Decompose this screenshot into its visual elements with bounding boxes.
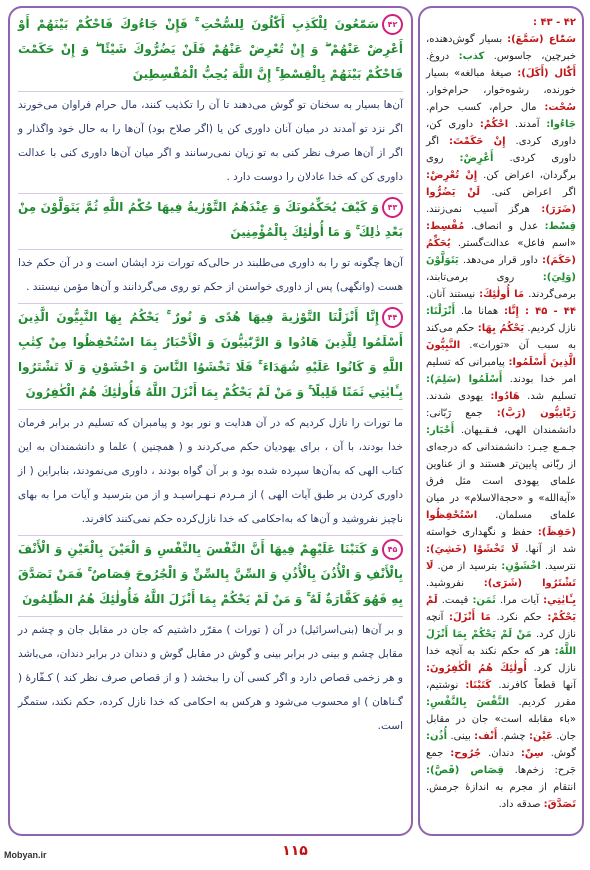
verse-divider: [18, 613, 403, 617]
glossary-definition: داور قرار می‌دهد.: [462, 255, 542, 266]
glossary-entry: [496, 595, 576, 606]
glossary-definition: دروغ.: [426, 51, 459, 62]
glossary-definition: جـمـع حِبـر: دانشمندانی که درجه‌ای از ربّانی پایین‌تر هستند و از عناوین علمای یهودی است مثل فرق «آیةالله» و «حجةالاسلام» در میان علمای مسلمان.: [426, 442, 576, 521]
page-number: ۱۱۵: [282, 843, 308, 859]
verse-translation: آن‌ها بسیار به سخنان تو گوش می‌دهند تا آن را تکذیب کنند، مال حرام فراوان می‌خورند اگر نزد تو آمدند در میان آنان داوری کن یا (اگر صلاح بود) آن‌ها را به حال خود واگذار و اگر از آن‌ها صرف نظر کنی به تو زیان نمی‌رسانند و اگر میان آن‌ها داوری کنی با عدالت داوری کن که خدا عادلان را دوست دارد .: [18, 99, 403, 183]
glossary-definition: مال حرام، کسب حرام.: [426, 102, 545, 113]
glossary-term: أَنْزَلْنَا:: [426, 306, 455, 317]
glossary-term: النَّبِيُّونَ الَّذِينَ أَسْلَمُوا:: [426, 340, 576, 368]
glossary-header: ۴۲ - ۴۳ :: [532, 17, 576, 28]
glossary-definition: جمع جَرح: زخم‌ها.: [426, 748, 576, 776]
verse-number-badge: ۴۳: [382, 197, 403, 218]
glossary-definition: گوش.: [550, 748, 577, 759]
glossary-term: أَكّٰال (أَكَلَ):: [517, 68, 576, 79]
glossary-definition: قیمت.: [441, 595, 473, 606]
glossary-definition: دندان.: [488, 748, 521, 759]
glossary-definition: آیات مرا.: [500, 595, 544, 606]
glossary-definition: تسلیم شد.: [527, 391, 576, 402]
glossary-term: قِصَاص (قَصَّ):: [426, 765, 504, 776]
glossary-term: لَا تَشْتَرُوا (شَرَى):: [426, 561, 576, 589]
glossary-term: سُحْت:: [544, 102, 576, 113]
verse-translation: ما تورات را نازل کردیم که در آن هدایت و نور بود و پیامبران که تسلیم در برابر فرمان خدا بودند، با آن ، برای یهودیان حکم می‌کردند و ( همچنین ) علما و دانشمندان به این کتاب الهی که به‌آن‌ها سپرده شده بود و بر آن گواه بودند ، داوری می‌نمودند، بنابراین ( از داوری کردن بر طبق آیات الهی ) از مـردم نـهـراسیـد و از من بترسید و آیات مرا به بهای ناچیز نفروشید و آن‌ها که به‌احکامی که خدا نازل‌کرده حکم نمی‌کنند کافرند.: [18, 417, 403, 525]
glossary-term: مُقْسِط:: [426, 221, 465, 232]
glossary-definition: نیستند آنان.: [426, 289, 480, 300]
verse-block: [10, 305, 411, 536]
glossary-term: أَعْرِضْ:: [459, 153, 494, 164]
glossary-term: رَبَّانِيُّون (رَبَّ):: [496, 408, 576, 419]
glossary-term: احْكُمْ:: [479, 119, 509, 130]
glossary-definition: «باء مقابله است» جان در مقابل جان.: [426, 714, 577, 742]
verse-number-badge: ۴۲: [382, 14, 403, 35]
glossary-panel: [418, 6, 584, 836]
glossary-definition: اگر اعراض کنی.: [491, 187, 576, 198]
glossary-definition: یهودی شدند.: [426, 391, 491, 402]
glossary-entry: [438, 595, 496, 606]
verse-list: [10, 8, 411, 738]
glossary-term: إِنْ حَكَمْتَ:: [449, 136, 506, 147]
glossary-term: لَمْ يَحْكُمْ:: [426, 595, 577, 623]
glossary-term: إِنْ تُعْرِضْ:: [426, 170, 478, 181]
glossary-definition: نوشتیم، مقرر کردیم.: [426, 680, 576, 708]
glossary-definition: هر که حکم نکند به آنچه خدا نازل کرد.: [426, 646, 576, 674]
glossary-term: عَيْن:: [528, 731, 553, 742]
glossary-definition: صیغهٔ مبالغه» بسیار خورنده، رشوه‌خوار، حرام‌خوار.: [426, 68, 576, 96]
verse-block: [10, 8, 411, 194]
glossary-term: تَصَدَّقَ:: [543, 799, 576, 810]
glossary-term: مَنْ لَمْ يَحْكُمْ بِمَا أَنْزَلَ اللَّهُ:: [426, 629, 576, 657]
glossary-term: سِنّ:: [520, 748, 544, 759]
verse-translation: آن‌ها چگونه تو را به داوری می‌طلبند در حالی‌که تورات نزد ایشان است و در آن حکم خدا هست (وانگهی) پس از داوری خواستن از حکم تو روی می‌گردانند و آن‌ها مؤمن نیستند .: [18, 257, 403, 293]
glossary-definition: حفظ و نگهداری خواسته شد از آنها.: [426, 527, 576, 555]
glossary-term: بِـَٔايٰتِي:: [543, 595, 577, 606]
glossary-term: يُحَكِّمُ (حَكَمَ):: [426, 238, 576, 266]
glossary-entry: [433, 561, 540, 572]
glossary-term: أُذُن:: [426, 731, 448, 742]
verse-divider: [18, 532, 403, 536]
glossary-definition: حکم نکرد.: [496, 612, 548, 623]
glossary-definition: صدقه داد.: [498, 799, 544, 810]
glossary-definition: عدل و انصاف.: [470, 221, 545, 232]
glossary-entry: [426, 51, 484, 62]
glossary-definition: انتقام از مجرم به اندازهٔ جرمش.: [426, 782, 576, 793]
verse-arabic-text: إِنَّا أَنْزَلْنَا التَّوْرٰيةَ فِيهَا هُدًى وَ نُورٌ ۚ يَحْكُمُ بِهَا النَّبِيُّونَ الَّذِينَ أَسْلَمُوا لِلَّذِينَ هَادُوا وَ الرَّبّٰنِيُّونَ وَ الْأَحْبَارُ بِمَا اسْتُحْفِظُوا مِنْ كِتٰبِ اللَّهِ وَ كَانُوا عَلَيْهِ شُهَدَاءَ ۚ فَلَا تَخْشَوُا النَّاسَ وَ اخْشَوْنِ وَ لَا تَشْتَرُوا بِـَٔايٰتِي ثَمَنًا قَلِيلًا ۚ وَ مَنْ لَمْ يَحْكُمْ بِمَا أَنْزَلَ اللَّهُ فَأُولٰئِكَ هُمُ الْكٰفِرُونَ: [18, 310, 403, 399]
verse-arabic-text: سَمّٰعُونَ لِلْكَذِبِ أَكّٰلُونَ لِلسُّحْتِ ۚ فَإِنْ جَاءُوكَ فَاحْكُمْ بَيْنَهُمْ أَوْ أَعْرِضْ عَنْهُمْ ۖ وَ إِنْ تُعْرِضْ عَنْهُمْ فَلَنْ يَضُرُّوكَ شَيْئًا ۖ وَ إِنْ حَكَمْتَ فَاحْكُمْ بَيْنَهُمْ بِالْقِسْطِ ۚ إِنَّ اللَّهَ يُحِبُّ الْمُقْسِطِينَ: [18, 17, 403, 81]
glossary-definition: اگر داوری کردی.: [426, 136, 577, 164]
glossary-definition: بینی.: [450, 731, 475, 742]
glossary-term: اسْتُحْفِظُوا (حَفِظَ):: [426, 510, 576, 538]
glossary-definition: روی برگردان، اعراض کن.: [426, 153, 576, 181]
glossary-entry: [447, 731, 497, 742]
glossary-entry: [455, 306, 576, 317]
verse-arabic: [18, 195, 403, 245]
glossary-entry: [426, 391, 520, 402]
glossary-entry: [426, 425, 576, 521]
glossary-entry: [464, 221, 576, 232]
glossary-definition: نفروشید.: [426, 578, 484, 589]
glossary-term: مَا أَنْزَلَ:: [448, 612, 491, 623]
glossary-term: اخْشَوْنِ:: [501, 561, 541, 572]
glossary-term: كَتَبْنَا:: [465, 680, 492, 691]
verse-divider: [18, 88, 403, 92]
glossary-definition: چشم.: [500, 731, 529, 742]
glossary-term: ثَمَن:: [472, 595, 496, 606]
glossary-definition: نازل کردیم.: [527, 323, 576, 334]
verse-divider: [18, 246, 403, 250]
verse-arabic-text: وَ كَيْفَ يُحَكِّمُونَكَ وَ عِنْدَهُمُ التَّوْرٰيةُ فِيهَا حُكْمُ اللَّهِ ثُمَّ يَتَوَلَّوْنَ مِنْ بَعْدِ ذٰلِكَ ۚ وَ مَا أُولٰئِكَ بِالْمُؤْمِنِينَ: [18, 200, 403, 239]
glossary-term: كذب:: [458, 51, 485, 62]
verse-number-badge: ۴۵: [382, 539, 403, 560]
glossary-definition: بترسید از من.: [437, 561, 502, 572]
glossary-definition: روی برمی‌تابند، برمی‌گردند.: [426, 272, 576, 300]
verse-divider: [18, 406, 403, 410]
glossary-term: يَحْكُمُ بِهَا:: [477, 323, 525, 334]
glossary-entry: [508, 119, 576, 130]
glossary-term: أَسْلَمُوا (سَلِمَ):: [426, 374, 503, 385]
glossary-entry: [497, 731, 553, 742]
glossary-definition: نترسید.: [544, 561, 576, 572]
glossary-term: ۴۴ - ۴۵ : إِنَّا:: [503, 306, 576, 317]
glossary-definition: حکم می‌کند به سبب آن «تورات».: [426, 323, 577, 351]
glossary-definition: داوری کن، داوری کردی.: [426, 119, 576, 147]
glossary-definition: پیامبرانی که تسلیم امر خدا بودند.: [426, 357, 576, 385]
verse-arabic-text: وَ كَتَبْنَا عَلَيْهِمْ فِيهَا أَنَّ النَّفْسَ بِالنَّفْسِ وَ الْعَيْنَ بِالْعَيْنِ وَ الْأَنْفَ بِالْأَنْفِ وَ الْأُذُنَ بِالْأُذُنِ وَ السِّنَّ بِالسِّنِّ وَ الْجُرُوحَ قِصَاصٌ ۚ فَمَنْ تَصَدَّقَ بِهِ فَهُوَ كَفَّارَةٌ لَهُ ۚ وَ مَنْ لَمْ يَحْكُمْ بِمَا أَنْزَلَ اللَّهُ فَأُولٰئِكَ هُمُ الظّٰلِمُونَ: [18, 542, 403, 606]
verse-number-badge: ۴۴: [382, 307, 403, 328]
glossary-definition: آنچه نازل کرد.: [426, 612, 576, 640]
verse-arabic: [18, 12, 403, 87]
glossary-entry: [426, 289, 524, 300]
glossary-term: أَحْبَار:: [426, 425, 455, 436]
glossary-definition: همانا ما.: [460, 306, 504, 317]
quran-text-panel: [8, 6, 413, 836]
glossary-term: النَّفْسَ بِالنَّفْسِ:: [426, 697, 510, 708]
glossary-term: لَا تَخْشَوْا (خَشِيَ):: [426, 544, 519, 555]
glossary-term: سَمّٰاع (سَمَّعَ):: [507, 34, 576, 45]
glossary-entry: [499, 799, 576, 810]
glossary-term: مَا أُولٰئِكَ:: [479, 289, 525, 300]
glossary-term: جَاءُوا:: [546, 119, 576, 130]
verse-divider: [18, 190, 403, 194]
glossary-definition: آنها قطعاً کافرند.: [498, 680, 576, 691]
site-watermark: Mobyan.ir: [4, 850, 47, 860]
verse-block: [10, 537, 411, 738]
glossary-definition: آمدند.: [514, 119, 547, 130]
glossary-term: هَادُوا:: [490, 391, 520, 402]
verse-translation: و بر آن‌ها (بنی‌اسرائیل) در آن ( تورات ) مقرّر داشتیم که جان در مقابل جان و چشم در مقابل چشم و بینی در برابر بینی و گوش در مقابل گوش و دندان در برابر دندان، می‌باشد و هر زخمی قصاص دارد و اگر کسی آن را ببخشد ( و از قصاص صرف نظر کند ) کـفّارهٔ ( گـناهان ) او محسوب می‌شود و هرکس به احکامی که خدا نازل کرده، حکم نکند، ستمگر است.: [18, 624, 403, 732]
glossary-term: أَنْف:: [474, 731, 498, 742]
glossary-term: جُرُوح:: [450, 748, 482, 759]
verse-divider: [18, 300, 403, 304]
glossary-term: يَتَوَلَّوْنَ (وَلِيَ):: [426, 255, 576, 283]
glossary-term: قِسْط:: [544, 221, 577, 232]
glossary-term: أُولٰئِكَ هُمُ الْكٰفِرُونَ:: [426, 663, 527, 674]
glossary-definition: هرگز آسیب نمی‌زنند.: [426, 204, 542, 215]
glossary-definition: جمع رَبّانی: دانشمندان الهی، فـقـیهان.: [426, 408, 576, 436]
verse-arabic: [18, 305, 403, 405]
glossary-entry: [481, 748, 544, 759]
verse-block: [10, 195, 411, 304]
glossary-term: لَنْ يَضُرُّوا (ضَرَرَ):: [426, 187, 576, 215]
glossary-definition: بسیار گوش‌دهنده، خبرچین، جاسوس.: [426, 34, 577, 62]
glossary-definition: «اسم فاعل» عدالت‌گستر.: [457, 238, 576, 249]
verse-arabic: [18, 537, 403, 612]
glossary-entry: [426, 102, 576, 113]
glossary-entry: [426, 68, 576, 96]
glossary-list: [426, 31, 576, 813]
